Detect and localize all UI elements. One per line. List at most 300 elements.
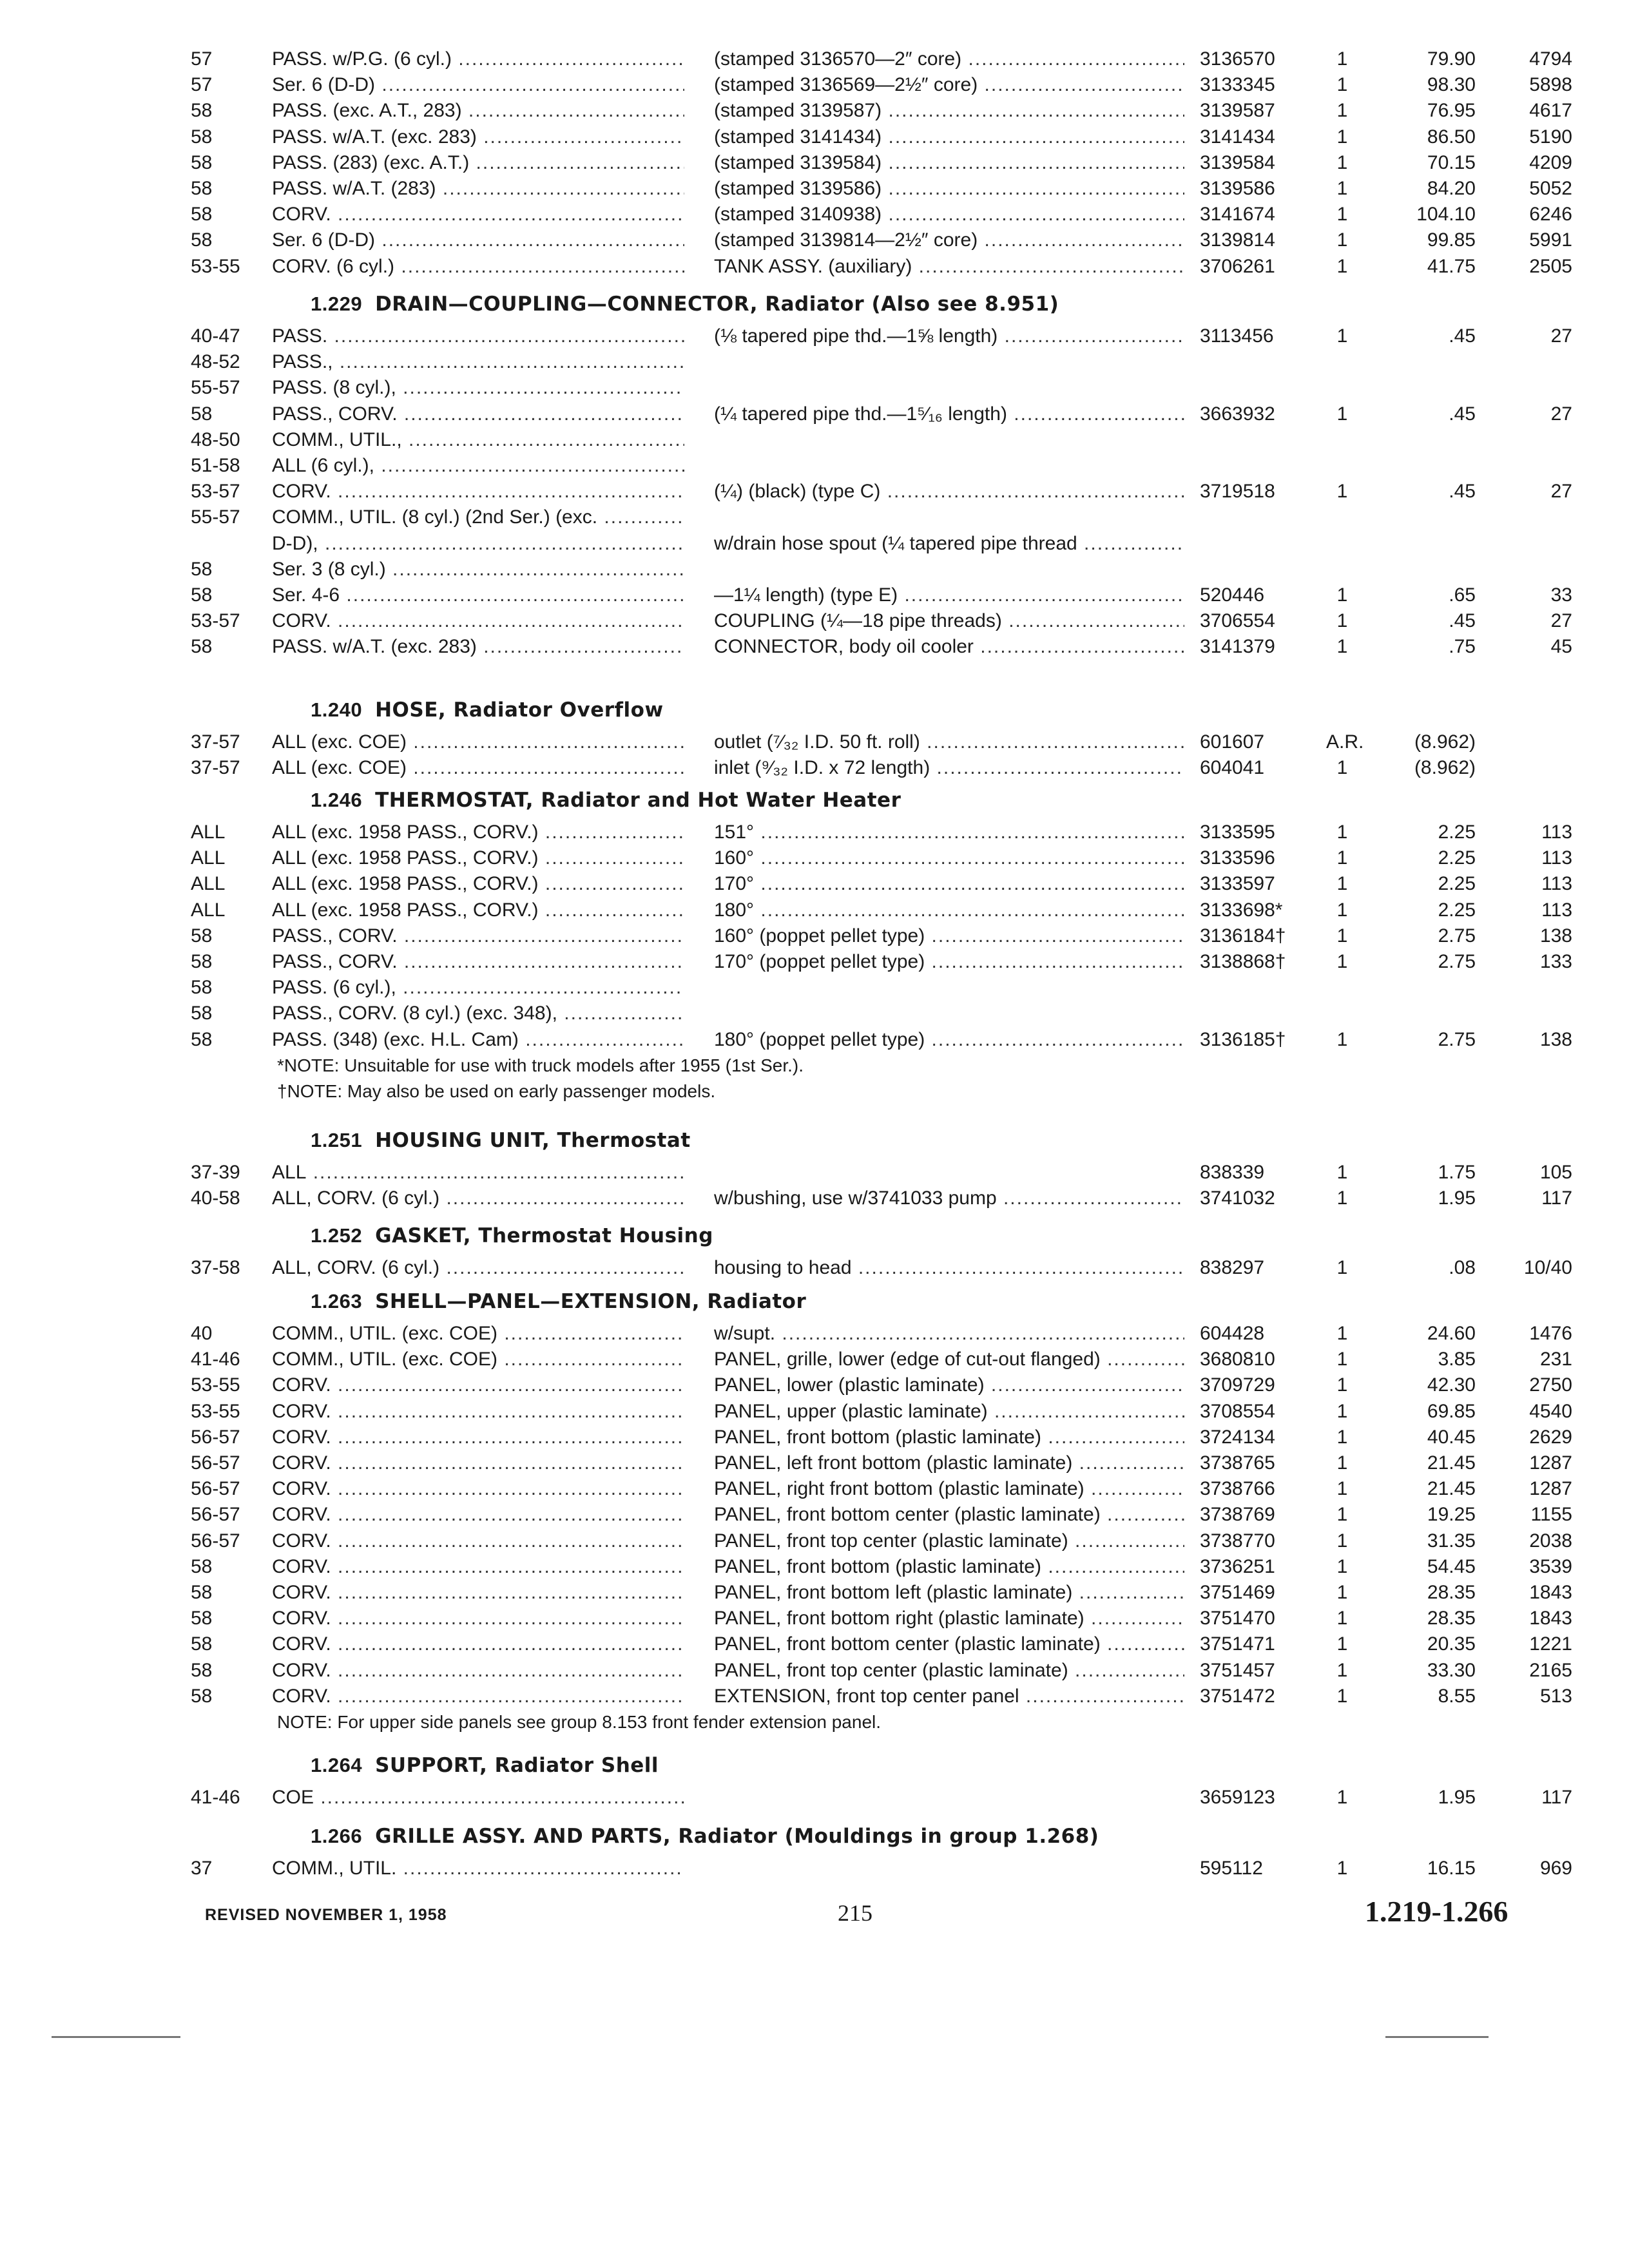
model-applicability: CORV. ..... <box>272 1658 684 1684</box>
model-year: 58 <box>191 1608 213 1629</box>
list-code: 2165 <box>1529 1660 1572 1681</box>
part-row <box>0 1606 1629 1634</box>
part-row <box>0 1631 1629 1660</box>
model-year: 57 <box>191 74 213 95</box>
part-number: 3708554 <box>1200 1401 1275 1422</box>
section-title: HOSE, Radiator Overflow <box>375 698 664 722</box>
part-description: outlet (⁷⁄₃₂ I.D. 50 ft. roll) ..... <box>714 729 1184 755</box>
model-year: 58 <box>191 152 213 173</box>
section-heading <box>311 1289 806 1314</box>
model-applicability: CORV. ..... <box>272 479 684 505</box>
part-number: 3133597 <box>1200 873 1275 894</box>
model-year: 37 <box>191 1858 213 1879</box>
part-row <box>0 46 1629 75</box>
model-applicability: COMM., UTIL. (exc. COE) ..... <box>272 1347 684 1372</box>
model-year: ALL <box>191 873 226 894</box>
part-row <box>0 176 1629 204</box>
section-title: SUPPORT, Radiator Shell <box>375 1754 659 1777</box>
part-description: (stamped 3139584) ..... <box>714 150 1184 176</box>
part-row <box>0 1372 1629 1401</box>
quantity: 1 <box>1336 822 1348 843</box>
part-number: 3139814 <box>1200 229 1275 251</box>
quantity: 1 <box>1336 584 1348 606</box>
unit-price: 70.15 <box>1427 152 1476 173</box>
part-description: (stamped 3141434) ..... <box>714 124 1184 150</box>
part-row <box>0 1027 1629 1055</box>
quantity: 1 <box>1336 1162 1348 1183</box>
model-year: 58 <box>191 584 213 606</box>
unit-price: 42.30 <box>1427 1374 1476 1396</box>
model-applicability: CORV. ..... <box>272 1450 684 1476</box>
unit-price: 2.25 <box>1438 899 1476 921</box>
model-year: 58 <box>191 977 213 998</box>
part-description: PANEL, front bottom (plastic laminate) ..... <box>714 1554 1184 1580</box>
model-applicability: COE ..... <box>272 1785 684 1811</box>
list-code: 5190 <box>1529 126 1572 148</box>
part-row <box>0 1684 1629 1712</box>
model-year: 53-55 <box>191 1401 240 1422</box>
quantity: 1 <box>1336 1452 1348 1474</box>
part-number: 3141434 <box>1200 126 1275 148</box>
part-number: 838297 <box>1200 1257 1265 1278</box>
part-row <box>0 349 1629 378</box>
quantity: 1 <box>1336 1556 1348 1577</box>
list-code: 1843 <box>1529 1582 1572 1603</box>
model-applicability: ALL (exc. COE) ..... <box>272 729 684 755</box>
part-row <box>0 608 1629 637</box>
part-row <box>0 949 1629 977</box>
list-code: 5898 <box>1529 74 1572 95</box>
part-number: 3141674 <box>1200 204 1275 225</box>
model-year: 58 <box>191 636 213 657</box>
part-number: 838339 <box>1200 1162 1265 1183</box>
part-number: 3751457 <box>1200 1660 1275 1681</box>
model-year: 55-57 <box>191 506 240 528</box>
part-number: 604041 <box>1200 757 1265 778</box>
model-applicability: ALL (exc. 1958 PASS., CORV.) ..... <box>272 898 684 923</box>
part-number: 3139584 <box>1200 152 1275 173</box>
list-code: 1287 <box>1529 1452 1572 1474</box>
part-description: 151° ..... <box>714 820 1184 845</box>
unit-price: 69.85 <box>1427 1401 1476 1422</box>
list-code: 4794 <box>1529 48 1572 70</box>
part-row <box>0 427 1629 456</box>
part-row <box>0 1001 1629 1029</box>
model-year: 58 <box>191 559 213 580</box>
part-description: —1¼ length) (type E) ..... <box>714 582 1184 608</box>
part-row <box>0 820 1629 848</box>
unit-price: 28.35 <box>1427 1582 1476 1603</box>
unit-price: 86.50 <box>1427 126 1476 148</box>
part-row <box>0 531 1629 559</box>
unit-price: 79.90 <box>1427 48 1476 70</box>
list-code: 33 <box>1550 584 1572 606</box>
unit-price: 21.45 <box>1427 1452 1476 1474</box>
model-year: 41-46 <box>191 1349 240 1370</box>
quantity: 1 <box>1336 1187 1348 1209</box>
quantity: 1 <box>1336 636 1348 657</box>
part-row <box>0 634 1629 662</box>
model-applicability: CORV. (6 cyl.) ..... <box>272 254 684 280</box>
section-title: SHELL—PANEL—EXTENSION, Radiator <box>375 1290 807 1313</box>
unit-price: 98.30 <box>1427 74 1476 95</box>
unit-price: 3.85 <box>1438 1349 1476 1370</box>
section-title: GRILLE ASSY. AND PARTS, Radiator (Mouldings in group 1.268) <box>375 1825 1099 1848</box>
model-year: ALL <box>191 847 226 869</box>
list-code: 1843 <box>1529 1608 1572 1629</box>
list-code: 4209 <box>1529 152 1572 173</box>
part-number: 604428 <box>1200 1323 1265 1344</box>
unit-price: .45 <box>1449 325 1476 347</box>
list-code: 513 <box>1539 1686 1572 1707</box>
unit-price: 8.55 <box>1438 1686 1476 1707</box>
quantity: 1 <box>1336 229 1348 251</box>
part-row <box>0 1347 1629 1375</box>
part-row <box>0 1528 1629 1557</box>
model-year: 48-50 <box>191 429 240 450</box>
model-year: 58 <box>191 229 213 251</box>
part-row <box>0 98 1629 126</box>
list-code: 4540 <box>1529 1401 1572 1422</box>
model-applicability: CORV. ..... <box>272 1554 684 1580</box>
quantity: 1 <box>1336 610 1348 631</box>
list-code: 969 <box>1539 1858 1572 1879</box>
model-year: 41-46 <box>191 1787 240 1808</box>
part-description: (stamped 3139814—2½″ core) ..... <box>714 227 1184 253</box>
part-description: w/bushing, use w/3741033 pump ..... <box>714 1186 1184 1211</box>
section-number: 1.240 <box>311 698 363 721</box>
model-year: 40 <box>191 1323 213 1344</box>
part-number: 3706554 <box>1200 610 1275 631</box>
model-applicability: Ser. 6 (D-D) ..... <box>272 72 684 98</box>
footnote: †NOTE: May also be used on early passenger models. <box>277 1081 716 1101</box>
quantity: 1 <box>1336 1427 1348 1448</box>
part-number: 3751472 <box>1200 1686 1275 1707</box>
part-description: PANEL, front bottom (plastic laminate) ..... <box>714 1425 1184 1450</box>
quantity: 1 <box>1336 403 1348 425</box>
model-year: 37-57 <box>191 731 240 753</box>
quantity: 1 <box>1336 873 1348 894</box>
unit-price: 19.25 <box>1427 1504 1476 1525</box>
part-row <box>0 1658 1629 1686</box>
quantity: 1 <box>1336 1374 1348 1396</box>
model-year: 53-55 <box>191 256 240 277</box>
list-code: 117 <box>1541 1787 1572 1808</box>
model-year: 58 <box>191 403 213 425</box>
model-applicability: CORV. ..... <box>272 1580 684 1606</box>
unit-price: 40.45 <box>1427 1427 1476 1448</box>
model-applicability: PASS. (348) (exc. H.L. Cam) ..... <box>272 1027 684 1053</box>
part-number: 3136570 <box>1200 48 1275 70</box>
unit-price: (8.962) <box>1414 757 1476 778</box>
part-number: 601607 <box>1200 731 1265 753</box>
model-applicability: CORV. ..... <box>272 1476 684 1502</box>
part-description: w/supt. ..... <box>714 1321 1184 1347</box>
part-number: 3738770 <box>1200 1530 1275 1552</box>
part-description: 180° (poppet pellet type) ..... <box>714 1027 1184 1053</box>
quantity: 1 <box>1336 1029 1348 1050</box>
unit-price: 31.35 <box>1427 1530 1476 1552</box>
quantity: 1 <box>1336 48 1348 70</box>
model-applicability: CORV. ..... <box>272 1399 684 1425</box>
part-row <box>0 401 1629 430</box>
part-row <box>0 375 1629 403</box>
part-description: (stamped 3140938) ..... <box>714 202 1184 227</box>
section-title: HOUSING UNIT, Thermostat <box>375 1129 691 1152</box>
part-number: 520446 <box>1200 584 1265 606</box>
revision-date: REVISED NOVEMBER 1, 1958 <box>205 1906 447 1924</box>
model-year: 56-57 <box>191 1504 240 1525</box>
unit-price: 84.20 <box>1427 178 1476 199</box>
unit-price: 41.75 <box>1427 256 1476 277</box>
list-code: 1287 <box>1529 1478 1572 1499</box>
part-row <box>0 453 1629 481</box>
part-row <box>0 1785 1629 1813</box>
list-code: 27 <box>1550 610 1572 631</box>
part-number: 3741032 <box>1200 1187 1275 1209</box>
part-description: PANEL, front bottom right (plastic laminate) ..... <box>714 1606 1184 1631</box>
unit-price: 1.95 <box>1438 1787 1476 1808</box>
model-applicability: PASS., ..... <box>272 349 684 375</box>
model-applicability: ALL (6 cyl.), ..... <box>272 453 684 479</box>
model-applicability: PASS. w/A.T. (283) ..... <box>272 176 684 202</box>
part-row <box>0 871 1629 899</box>
part-row <box>0 1425 1629 1453</box>
model-year: 58 <box>191 204 213 225</box>
section-heading <box>311 1223 713 1249</box>
model-year: 58 <box>191 1029 213 1050</box>
part-number: 3751470 <box>1200 1608 1275 1629</box>
quantity: 1 <box>1336 1504 1348 1525</box>
list-code: 113 <box>1541 873 1572 894</box>
list-code: 113 <box>1541 899 1572 921</box>
section-heading <box>311 1753 659 1778</box>
quantity: 1 <box>1336 178 1348 199</box>
model-applicability: ALL ..... <box>272 1160 684 1186</box>
model-applicability: CORV. ..... <box>272 202 684 227</box>
quantity: 1 <box>1336 951 1348 972</box>
list-code: 10/40 <box>1523 1257 1572 1278</box>
section-heading <box>311 291 1059 317</box>
quantity: 1 <box>1336 1349 1348 1370</box>
part-row <box>0 1476 1629 1504</box>
unit-price: 20.35 <box>1427 1633 1476 1655</box>
list-code: 1476 <box>1529 1323 1572 1344</box>
model-applicability: CORV. ..... <box>272 1425 684 1450</box>
quantity: 1 <box>1336 152 1348 173</box>
model-year: 55-57 <box>191 377 240 398</box>
unit-price: 104.10 <box>1416 204 1476 225</box>
quantity: 1 <box>1336 1530 1348 1552</box>
part-number: 3136185† <box>1200 1029 1286 1050</box>
section-number: 1.263 <box>311 1290 363 1312</box>
part-number: 3139587 <box>1200 100 1275 121</box>
model-year: 58 <box>191 1686 213 1707</box>
list-code: 27 <box>1550 403 1572 425</box>
model-applicability: PASS. ..... <box>272 323 684 349</box>
part-number: 3133698* <box>1200 899 1283 921</box>
part-row <box>0 582 1629 611</box>
model-applicability: PASS. (8 cyl.), ..... <box>272 375 684 401</box>
part-description: PANEL, lower (plastic laminate) ..... <box>714 1372 1184 1398</box>
unit-price: .45 <box>1449 481 1476 502</box>
model-applicability: ALL, CORV. (6 cyl.) ..... <box>272 1255 684 1281</box>
part-row <box>0 1399 1629 1427</box>
quantity: A.R. <box>1326 731 1364 753</box>
part-description: (¼) (black) (type C) ..... <box>714 479 1184 505</box>
unit-price: 99.85 <box>1427 229 1476 251</box>
model-applicability: CORV. ..... <box>272 608 684 634</box>
model-year: 40-58 <box>191 1187 240 1209</box>
quantity: 1 <box>1336 1787 1348 1808</box>
list-code: 1155 <box>1530 1504 1572 1525</box>
model-applicability: ALL (exc. 1958 PASS., CORV.) ..... <box>272 845 684 871</box>
part-row <box>0 975 1629 1003</box>
list-code: 1221 <box>1529 1633 1572 1655</box>
quantity: 1 <box>1336 1633 1348 1655</box>
unit-price: .08 <box>1449 1257 1476 1278</box>
list-code: 3539 <box>1529 1556 1572 1577</box>
part-number: 3136184† <box>1200 925 1286 947</box>
quantity: 1 <box>1336 1686 1348 1707</box>
unit-price: (8.962) <box>1414 731 1476 753</box>
unit-price: 24.60 <box>1427 1323 1476 1344</box>
unit-price: 2.25 <box>1438 873 1476 894</box>
unit-price: 2.25 <box>1438 822 1476 843</box>
part-description: 170° (poppet pellet type) ..... <box>714 949 1184 975</box>
list-code: 4617 <box>1529 100 1572 121</box>
quantity: 1 <box>1336 1582 1348 1603</box>
part-number: 3133595 <box>1200 822 1275 843</box>
part-row <box>0 150 1629 178</box>
quantity: 1 <box>1336 126 1348 148</box>
model-year: 56-57 <box>191 1478 240 1499</box>
part-row <box>0 1580 1629 1608</box>
part-row <box>0 254 1629 282</box>
part-number: 3709729 <box>1200 1374 1275 1396</box>
model-year: 51-58 <box>191 455 240 476</box>
model-applicability: COMM., UTIL. (8 cyl.) (2nd Ser.) (exc. ..... <box>272 505 684 530</box>
quantity: 1 <box>1336 481 1348 502</box>
model-applicability: PASS., CORV. ..... <box>272 401 684 427</box>
part-description: (stamped 3136570—2″ core) ..... <box>714 46 1184 72</box>
part-description: (stamped 3136569—2½″ core) ..... <box>714 72 1184 98</box>
part-description: PANEL, front bottom center (plastic laminate) ..... <box>714 1502 1184 1528</box>
model-year: 58 <box>191 1660 213 1681</box>
model-year: 58 <box>191 1633 213 1655</box>
part-description: PANEL, front bottom left (plastic laminate) ..... <box>714 1580 1184 1606</box>
part-row <box>0 923 1629 952</box>
model-year: ALL <box>191 899 226 921</box>
model-applicability: ALL (exc. 1958 PASS., CORV.) ..... <box>272 820 684 845</box>
model-applicability: Ser. 3 (8 cyl.) ..... <box>272 557 684 582</box>
model-applicability: ALL (exc. 1958 PASS., CORV.) ..... <box>272 871 684 897</box>
part-row <box>0 1186 1629 1214</box>
list-code: 113 <box>1541 847 1572 869</box>
part-number: 3113456 <box>1200 325 1274 347</box>
part-number: 3138868† <box>1200 951 1286 972</box>
model-applicability: Ser. 4-6 ..... <box>272 582 684 608</box>
list-code: 2505 <box>1529 256 1572 277</box>
model-applicability: Ser. 6 (D-D) ..... <box>272 227 684 253</box>
section-heading <box>311 697 664 723</box>
model-year: 56-57 <box>191 1530 240 1552</box>
unit-price: 28.35 <box>1427 1608 1476 1629</box>
part-number: 3751469 <box>1200 1582 1275 1603</box>
list-code: 5991 <box>1529 229 1572 251</box>
part-description: (¼ tapered pipe thd.—1⁵⁄₁₆ length) ..... <box>714 401 1184 427</box>
group-range: 1.219-1.266 <box>1365 1895 1509 1928</box>
model-year: 58 <box>191 1556 213 1577</box>
section-title: GASKET, Thermostat Housing <box>375 1224 713 1247</box>
part-row <box>0 323 1629 352</box>
list-code: 117 <box>1541 1187 1572 1209</box>
quantity: 1 <box>1336 1608 1348 1629</box>
part-description: PANEL, right front bottom (plastic laminate) ..... <box>714 1476 1184 1502</box>
list-code: 231 <box>1539 1349 1572 1370</box>
section-title: DRAIN—COUPLING—CONNECTOR, Radiator (Also see 8.951) <box>375 293 1059 316</box>
part-number: 3133345 <box>1200 74 1275 95</box>
model-year: 53-57 <box>191 481 240 502</box>
part-row <box>0 1321 1629 1349</box>
model-applicability: PASS. (283) (exc. A.T.) ..... <box>272 150 684 176</box>
model-applicability: CORV. ..... <box>272 1502 684 1528</box>
part-number: 3139586 <box>1200 178 1275 199</box>
part-number: 3724134 <box>1200 1427 1275 1448</box>
part-description: (stamped 3139586) ..... <box>714 176 1184 202</box>
part-description: w/drain hose spout (¼ tapered pipe thread ..... <box>714 531 1184 557</box>
list-code: 45 <box>1550 636 1572 657</box>
section-number: 1.229 <box>311 293 363 315</box>
part-number: 3738769 <box>1200 1504 1275 1525</box>
part-description: inlet (⁹⁄₃₂ I.D. x 72 length) ..... <box>714 755 1184 781</box>
scan-edge-mark <box>1385 2036 1489 2038</box>
model-year: 53-55 <box>191 1374 240 1396</box>
part-number: 3738766 <box>1200 1478 1275 1499</box>
unit-price: 16.15 <box>1427 1858 1476 1879</box>
model-applicability: CORV. ..... <box>272 1606 684 1631</box>
model-year: 58 <box>191 126 213 148</box>
quantity: 1 <box>1336 1323 1348 1344</box>
model-year: 58 <box>191 100 213 121</box>
unit-price: .65 <box>1449 584 1476 606</box>
model-applicability: COMM., UTIL. (exc. COE) ..... <box>272 1321 684 1347</box>
unit-price: 76.95 <box>1427 100 1476 121</box>
part-row <box>0 845 1629 874</box>
model-year: 58 <box>191 1003 213 1024</box>
model-applicability: ALL, CORV. (6 cyl.) ..... <box>272 1186 684 1211</box>
footnote: *NOTE: Unsuitable for use with truck models after 1955 (1st Ser.). <box>277 1055 804 1075</box>
part-row <box>0 755 1629 783</box>
part-row <box>0 505 1629 533</box>
list-code: 2038 <box>1529 1530 1572 1552</box>
model-year: 56-57 <box>191 1427 240 1448</box>
part-row <box>0 72 1629 101</box>
part-description: 160° (poppet pellet type) ..... <box>714 923 1184 949</box>
footnote: NOTE: For upper side panels see group 8.153 front fender extension panel. <box>277 1712 882 1732</box>
list-code: 27 <box>1550 325 1572 347</box>
part-row <box>0 1450 1629 1479</box>
part-description: 160° ..... <box>714 845 1184 871</box>
part-number: 3706261 <box>1200 256 1275 277</box>
part-description: PANEL, front top center (plastic laminate) ..... <box>714 1528 1184 1554</box>
part-number: 3133596 <box>1200 847 1275 869</box>
part-row <box>0 202 1629 230</box>
quantity: 1 <box>1336 325 1348 347</box>
model-year: ALL <box>191 822 226 843</box>
list-code: 113 <box>1541 822 1572 843</box>
part-description: 170° ..... <box>714 871 1184 897</box>
